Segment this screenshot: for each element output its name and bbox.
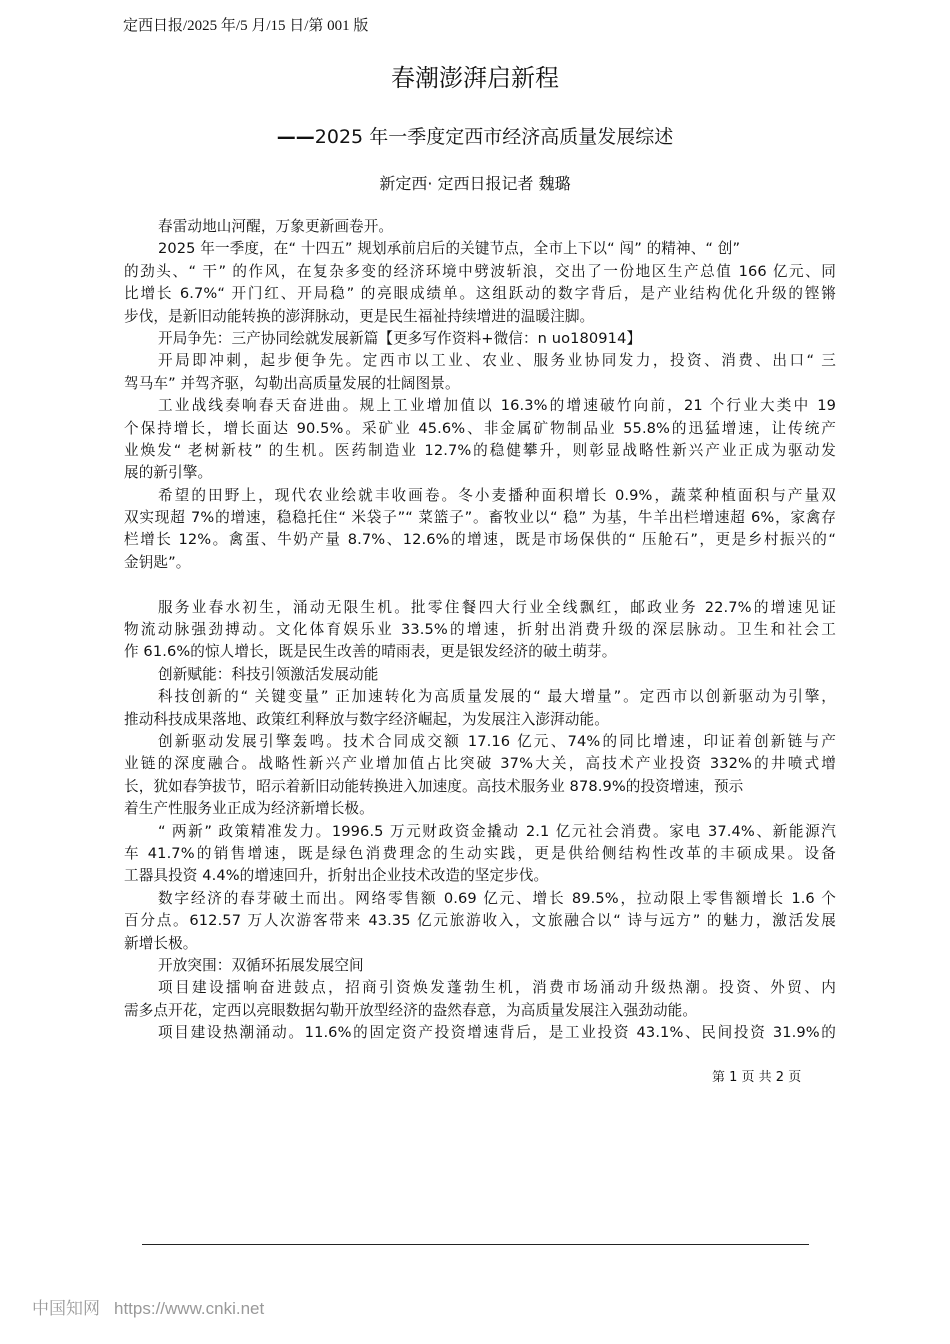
text-line: 车 41.7%的销售增速，既是绿色消费理念的生动实践，更是供给侧结构性改革的丰硕成果。设备: [124, 844, 836, 862]
text-line: 项目建设热潮涌动。11.6%的固定资产投资增速背后，是工业投资 43.1%、民间投资 31.9%的: [158, 1024, 836, 1042]
text-line: 项目建设擂响奋进鼓点，招商引资焕发蓬勃生机，消费市场涌动升级热潮。投资、外贸、内: [158, 979, 836, 997]
cnki-url-link[interactable]: https://www.cnki.net: [114, 1299, 265, 1318]
text-line: 的劲头、“ 干” 的作风，在复杂多变的经济环境中劈波斩浪，交出了一份地区生产总值 166 亿元、同: [124, 262, 836, 280]
text-line: 推动科技成果落地、政策红利释放与数字经济崛起，为发展注入澎湃动能。: [124, 710, 609, 728]
text-line: 物流动脉强劲搏动。文化体育娱乐业 33.5%的增速，折射出消费升级的深层脉动。卫生和社会工: [124, 621, 836, 639]
text-line: 双实现超 7%的增速，稳稳托住“ 米袋子”“ 菜篮子”。畜牧业以“ 稳” 为基，牛羊出栏增速超 6%，家禽存: [124, 509, 836, 527]
text-line: 展的新引擎。: [124, 464, 213, 482]
site-footer: [32, 1294, 264, 1319]
text-line: 数字经济的春芽破土而出。网络零售额 0.69 亿元、增长 89.5%，拉动限上零售额增长 1.6 个: [158, 889, 836, 907]
text-line: 需多点开花，定西以亮眼数据勾勒开放型经济的盎然春意，为高质量发展注入强劲动能。: [124, 1001, 698, 1019]
article-title: 春潮澎湃启新程: [391, 64, 559, 92]
text-line: 百分点。612.57 万人次游客带来 43.35 亿元旅游收入，文旅融合以“ 诗与远方” 的魅力，激活发展: [124, 912, 836, 930]
text-line: 比增长 6.7%“ 开门红、开局稳” 的亮眼成绩单。这组跃动的数字背后，是产业结构优化升级的铿锵: [124, 285, 836, 303]
text-line: 工器具投资 4.4%的增速回升，折射出企业技术改造的坚定步伐。: [124, 867, 549, 885]
page-number: 第 1 页 共 2 页: [712, 1070, 802, 1085]
text-line: 服务业春水初生，涌动无限生机。批零住餐四大行业全线飘红，邮政业务 22.7%的增速见证: [158, 598, 836, 616]
text-line: 工业战线奏响春天奋进曲。规上工业增加值以 16.3%的增速破竹向前，21 个行业大类中 19: [158, 397, 836, 415]
text-line: 希望的田野上，现代农业绘就丰收画卷。冬小麦播种面积增长 0.9%，蔬菜种植面积与产量双: [158, 486, 836, 504]
text-line: 业焕发“ 老树新枝” 的生机。医药制造业 12.7%的稳健攀升，则彰显战略性新兴产业正成为驱动发: [124, 441, 836, 459]
article-byline: 新定西· 定西日报记者 魏璐: [379, 174, 571, 193]
text-line: “ 两新” 政策精准发力。1996.5 万元财政资金撬动 2.1 亿元社会消费。家电 37.4%、新能源汽: [158, 822, 836, 840]
text-line: 创新赋能：科技引领激活发展动能: [158, 665, 379, 683]
subtitle-dash: ——: [276, 126, 315, 148]
article-body: [124, 216, 836, 1044]
text-line: 开局即冲刺，起步便争先。定西市以工业、农业、服务业协同发力，投资、消费、出口“ 三: [158, 352, 836, 370]
text-line: 业链的深度融合。战略性新兴产业增加值占比突破 37%大关，高技术产业投资 332%的井喷式增: [124, 755, 836, 773]
cnki-brand: 中国知网: [32, 1299, 100, 1318]
subtitle-text: 2025 年一季度定西市经济高质量发展综述: [314, 126, 674, 148]
text-line: 金钥匙”。: [124, 553, 191, 571]
text-line: 新增长极。: [124, 934, 198, 952]
text-line: 作 61.6%的惊人增长，既是民生改善的晴雨表，更是银发经济的破土萌芽。: [124, 643, 617, 661]
paragraph-gap: [124, 574, 836, 596]
text-line: 科技创新的“ 关键变量” 正加速转化为高质量发展的“ 最大增量”。定西市以创新驱动为引擎，: [158, 688, 836, 706]
text-line: 开局争先：三产协同绘就发展新篇【更多写作资料+微信：n uo180914】: [158, 329, 642, 347]
text-line: 步伐，是新旧动能转换的澎湃脉动，更是民生福祉持续增进的温暖注脚。: [124, 307, 595, 325]
text-line: 春雷动地山河醒，万象更新画卷开。: [158, 218, 394, 235]
text-line: 开放突围：双循环拓展发展空间: [158, 956, 364, 974]
article-subtitle: [0, 122, 950, 149]
edition-header: 定西日报/2025 年/5 月/15 日/第 001 版: [123, 18, 369, 34]
footer-divider: [142, 1244, 809, 1245]
text-line: 2025 年一季度，在“ 十四五” 规划承前启后的关键节点，全市上下以“ 闯” 的精神、“ 创”: [158, 240, 741, 258]
text-line: 着生产性服务业正成为经济新增长极。: [124, 800, 374, 818]
text-line: 创新驱动发展引擎轰鸣。技术合同成交额 17.16 亿元、74%的同比增速，印证着创新链与产: [158, 732, 836, 750]
text-line: 个保持增长，增长面达 90.5%。采矿业 45.6%、非金属矿物制品业 55.8%的迅猛增速，让传统产: [124, 419, 836, 437]
text-line: 栏增长 12%。禽蛋、牛奶产量 8.7%、12.6%的增速，既是市场保供的“ 压舱石”，更是乡村振兴的“: [124, 531, 836, 549]
text-line: 驾马车” 并驾齐驱，勾勒出高质量发展的壮阔图景。: [124, 374, 460, 392]
text-line: 长，犹如春笋拔节，昭示着新旧动能转换进入加速度。高技术服务业 878.9%的投资增速，预示: [124, 777, 744, 795]
